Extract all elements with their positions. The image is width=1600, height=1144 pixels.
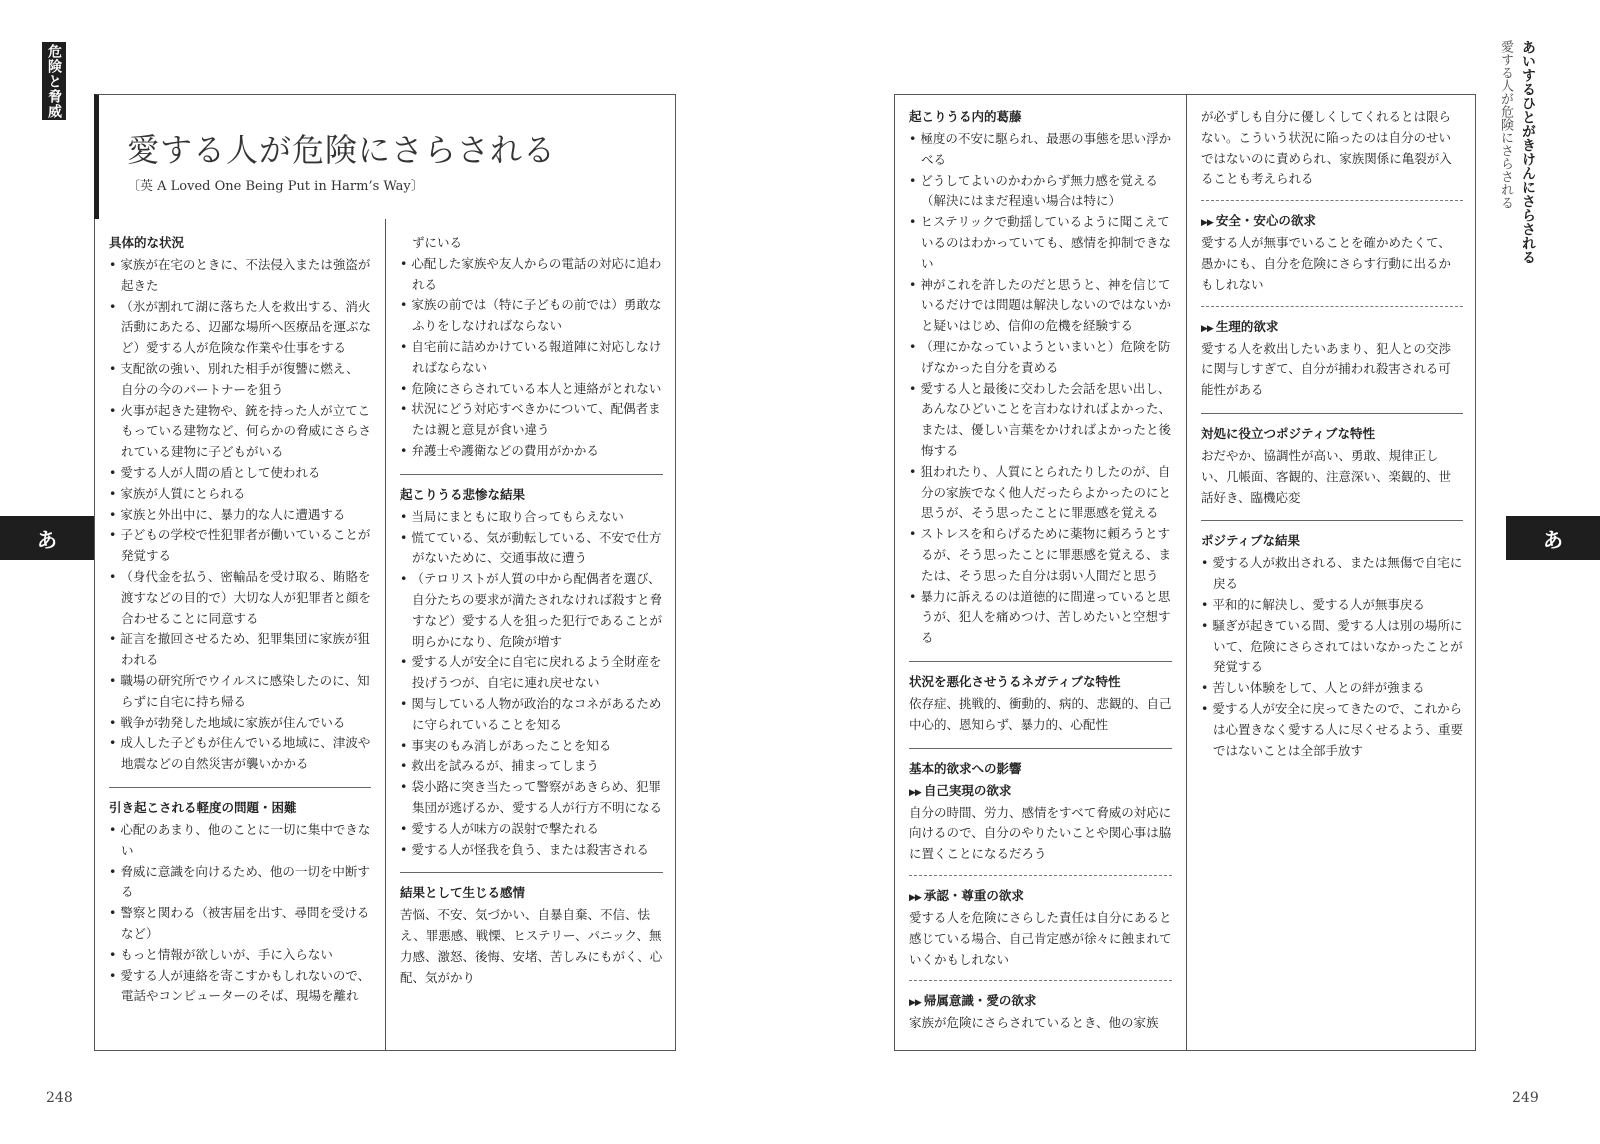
- list-item: • 極度の不安に駆られ、最悪の事態を思い浮かべる: [909, 129, 1172, 171]
- list-item: • 苦しい体験をして、人との絆が強まる: [1201, 678, 1463, 699]
- list-item: • 慌てている、気が動転している、不安で仕方がないために、交通事故に遭う: [400, 528, 663, 570]
- list-item: • 愛する人が味方の誤射で撃たれる: [400, 819, 663, 840]
- list-item: • 戦争が勃発した地域に家族が住んでいる: [109, 713, 371, 734]
- title-block: [94, 94, 676, 220]
- list-item: • 危険にさらされている本人と連絡がとれない: [400, 379, 663, 400]
- physiological-heading: ▶▶ 生理的欲求: [1201, 318, 1279, 334]
- list-item: • 状況にどう対応すべきかについて、配偶者または親と意見が食い違う: [400, 399, 663, 441]
- list-item: • （氷が割れて湖に落ちた人を救出する、消火活動にあたる、辺鄙な場所へ医療品を運ぶなど）愛する人が危険な作業や仕事をする: [109, 297, 371, 359]
- list-item: • ヒステリックで動揺しているように聞こえているのはわかっていても、感情を抑制できない: [909, 212, 1172, 274]
- minor-heading: 引き起こされる軽度の問題・困難: [109, 799, 297, 815]
- list-item: • 家族と外出中に、暴力的な人に遭遇する: [109, 505, 371, 526]
- negative-text: 依存症、挑戦的、衝動的、病的、悲観的、自己中心的、恩知らず、暴力的、心配性: [909, 695, 1172, 732]
- list-item: • 愛する人が安全に自宅に戻れるよう全財産を投げうつが、自宅に連れ戻せない: [400, 652, 663, 694]
- right-page: [800, 0, 1600, 1144]
- positive-traits-heading: 対処に役立つポジティブな特性: [1201, 425, 1376, 441]
- list-item: • どうしてよいのかわからず無力感を覚える（解決にはまだ程遠い場合は特に）: [909, 171, 1172, 213]
- list-item: • 子どもの学校で性犯罪者が働いていることが発覚する: [109, 525, 371, 567]
- category-tab: [42, 42, 66, 120]
- negative-heading: 状況を悪化させうるネガティブな特性: [909, 673, 1121, 689]
- header-reading: あいするひとがきけんにさらされる: [1520, 40, 1536, 264]
- needs-heading: 基本的欲求への影響: [909, 760, 1022, 776]
- right-col-1: [895, 95, 1186, 1050]
- emotions-heading: 結果として生じる感情: [400, 885, 526, 901]
- esteem-heading: ▶▶ 承認・尊重の欲求: [909, 887, 1024, 903]
- index-tab-right-label: あ: [1543, 527, 1563, 552]
- list-item: • 心配のあまり、他のことに一切に集中できない: [109, 820, 371, 862]
- list-item: • 自宅前に詰めかけている報道陣に対応しなければならない: [400, 337, 663, 379]
- list-item: • 事実のもみ消しがあったことを知る: [400, 736, 663, 757]
- positive-results-list: [1201, 553, 1463, 761]
- situations-heading: 具体的な状況: [109, 235, 185, 250]
- left-col-2: [386, 219, 677, 1050]
- page-number-left: 248: [46, 1090, 73, 1106]
- list-item: • 職場の研究所でウイルスに感染したのに、知らずに自宅に持ち帰る: [109, 671, 371, 713]
- list-item: • （身代金を払う、密輸品を受け取る、賄賂を渡すなどの目的で）大切な人が犯罪者と顔を合わせることに同意する: [109, 567, 371, 629]
- list-item: • 愛する人が怪我を負う、または殺害される: [400, 840, 663, 861]
- list-item: • （理にかなっていようといまいと）危険を防げなかった自分を責める: [909, 337, 1172, 379]
- list-item: • 証言を撤回させるため、犯罪集団に家族が狙われる: [109, 629, 371, 671]
- list-item: • 愛する人が安全に戻ってきたので、これからは心置きなく愛する人に尽くせるよう、重要ではないことは全部手放す: [1201, 699, 1463, 761]
- tragic-list: [400, 507, 663, 861]
- list-item: • 当局にまともに取り合ってもらえない: [400, 507, 663, 528]
- situations-list: [109, 255, 371, 775]
- list-item: • 弁護士や護衛などの費用がかかる: [400, 441, 663, 462]
- list-item: • もっと情報が欲しいが、手に入らない: [109, 945, 371, 966]
- safety-heading: ▶▶ 安全・安心の欲求: [1201, 213, 1316, 229]
- english-title: 〔英 A Loved One Being Put in Harm’s Way〕: [127, 179, 424, 194]
- physiological-text: 愛する人を救出したいあまり、犯人との交渉に関与しすぎて、自分が捕われ殺害される可能性がある: [1201, 340, 1452, 398]
- list-item: • 愛する人が人間の盾として使われる: [109, 463, 371, 484]
- conflict-list: [909, 129, 1172, 649]
- safety-text: 愛する人が無事でいることを確かめたくて、愚かにも、自分を危険にさらす行動に出るかもしれない: [1201, 235, 1452, 292]
- list-item: • 家族の前では（特に子どもの前では）勇敢なふりをしなければならない: [400, 295, 663, 337]
- list-item: • 騒ぎが起きている間、愛する人は別の場所にいて、危険にさらされてはいなかったことが発覚する: [1201, 616, 1463, 678]
- esteem-text: 愛する人を危険にさらした責任は自分にあると感じている場合、自己肯定感が徐々に蝕まれていくかもしれない: [909, 909, 1172, 967]
- category-tab-label: 危険と脅威: [46, 43, 62, 119]
- list-item: • ストレスを和らげるために薬物に頼ろうとするが、そう思ったことに罪悪感を覚える、または、そう思った自分は弱い人間だと思う: [909, 524, 1172, 586]
- positive-results-heading: ポジティブな結果: [1201, 533, 1301, 549]
- self-actualization-text: 自分の時間、労力、感情をすべて脅威の対応に向けるので、自分のやりたいことや関心事は脇に置くことになるだろう: [909, 804, 1172, 862]
- list-item: • （テロリストが人質の中から配偶者を選び、自分たちの要求が満たされなければ殺すと脅すなど）愛する人を狙った犯行であることが明らかになり、危険が増す: [400, 569, 663, 652]
- list-item: • 心配した家族や友人からの電話の対応に追われる: [400, 254, 663, 296]
- belonging-heading: ▶▶ 帰属意識・愛の欲求: [909, 993, 1037, 1009]
- right-col-2: [1187, 95, 1477, 1050]
- list-item: • 家族が在宅のときに、不法侵入または強盗が起きた: [109, 255, 371, 297]
- list-item: • 袋小路に突き当たって警察があきらめ、犯罪集団が逃げるか、愛する人が行方不明になる: [400, 777, 663, 819]
- right-content-box: [894, 94, 1476, 1051]
- list-item: • 狙われたり、人質にとられたりしたのが、自分の家族でなく他人だったらよかったのにと思うが、そう思ったことに罪悪感を覚える: [909, 462, 1172, 524]
- index-tab-right: [1506, 516, 1600, 560]
- header-title: 愛する人が危険にさらされる: [1498, 40, 1513, 209]
- list-item: • 成人した子どもが住んでいる地域に、津波や地震などの自然災害が襲いかかる: [109, 733, 371, 775]
- tragic-heading: 起こりうる悲惨な結果: [400, 486, 526, 502]
- list-item: • 暴力に訴えるのは道徳的に間違っていると思うが、犯人を痛めつけ、苦しめたいと空想する: [909, 587, 1172, 649]
- emotions-text: 苦悩、不安、気づかい、自暴自棄、不信、怯え、罪悪感、戦慄、ヒステリー、パニック、無力感、激怒、後悔、安堵、苦しみにもがく、心配、気がかり: [400, 907, 663, 985]
- left-col-1: [95, 219, 385, 1050]
- index-tab-label: あ: [37, 527, 57, 552]
- minor-continued-first: ずにいる: [412, 235, 463, 250]
- list-item: • 支配欲の強い、別れた相手が復讐に燃え、自分の今のパートナーを狙う: [109, 359, 371, 401]
- list-item: • 愛する人が連絡を寄こすかもしれないので、電話やコンピューターのそば、現場を離れ: [109, 966, 371, 1008]
- page-number-right: 249: [1512, 1090, 1539, 1106]
- belonging-continued: が必ずしも自分に優しくしてくれるとは限らない。こういう状況に陥ったのは自分のせいではないのに責められ、家族関係に亀裂が入ることも考えられる: [1201, 109, 1452, 187]
- list-item: • 関与している人物が政治的なコネがあるために守られていることを知る: [400, 694, 663, 736]
- page-title: 愛する人が危険にさらされる: [127, 131, 557, 169]
- list-item: • 火事が起きた建物や、銃を持った人が立てこもっている建物など、何らかの脅威にさらされている建物に子どもがいる: [109, 401, 371, 463]
- minor-list: [109, 820, 371, 1007]
- list-item: • 救出を試みるが、捕まってしまう: [400, 756, 663, 777]
- list-item: • 愛する人が救出される、または無傷で自宅に戻る: [1201, 553, 1463, 595]
- list-item: • 脅威に意識を向けるため、他の一切を中断する: [109, 862, 371, 904]
- self-actualization-heading: ▶▶ 自己実現の欲求: [909, 782, 1012, 798]
- conflict-heading: 起こりうる内的葛藤: [909, 109, 1022, 124]
- list-item: • 神がこれを許したのだと思うと、神を信じているだけでは問題は解決しないのではないかと疑いはじめ、信仰の危機を経験する: [909, 275, 1172, 337]
- list-item: • 平和的に解決し、愛する人が無事戻る: [1201, 595, 1463, 616]
- list-item: • 愛する人と最後に交わした会話を思い出し、あんなひどいことを言わなければよかった、または、優しい言葉をかければよかったと後悔する: [909, 379, 1172, 462]
- list-item: • 警察と関わる（被害届を出す、尋問を受けるなど）: [109, 903, 371, 945]
- index-tab-left: [0, 516, 94, 560]
- minor-continued-list: [400, 254, 663, 462]
- belonging-text: 家族が危険にさらされているとき、他の家族: [909, 1015, 1159, 1031]
- positive-traits-text: おだやか、協調性が高い、勇敢、規律正しい、几帳面、客観的、注意深い、楽観的、世話好き、臨機応変: [1201, 447, 1452, 505]
- left-content-box: [94, 219, 676, 1051]
- list-item: • 家族が人質にとられる: [109, 484, 371, 505]
